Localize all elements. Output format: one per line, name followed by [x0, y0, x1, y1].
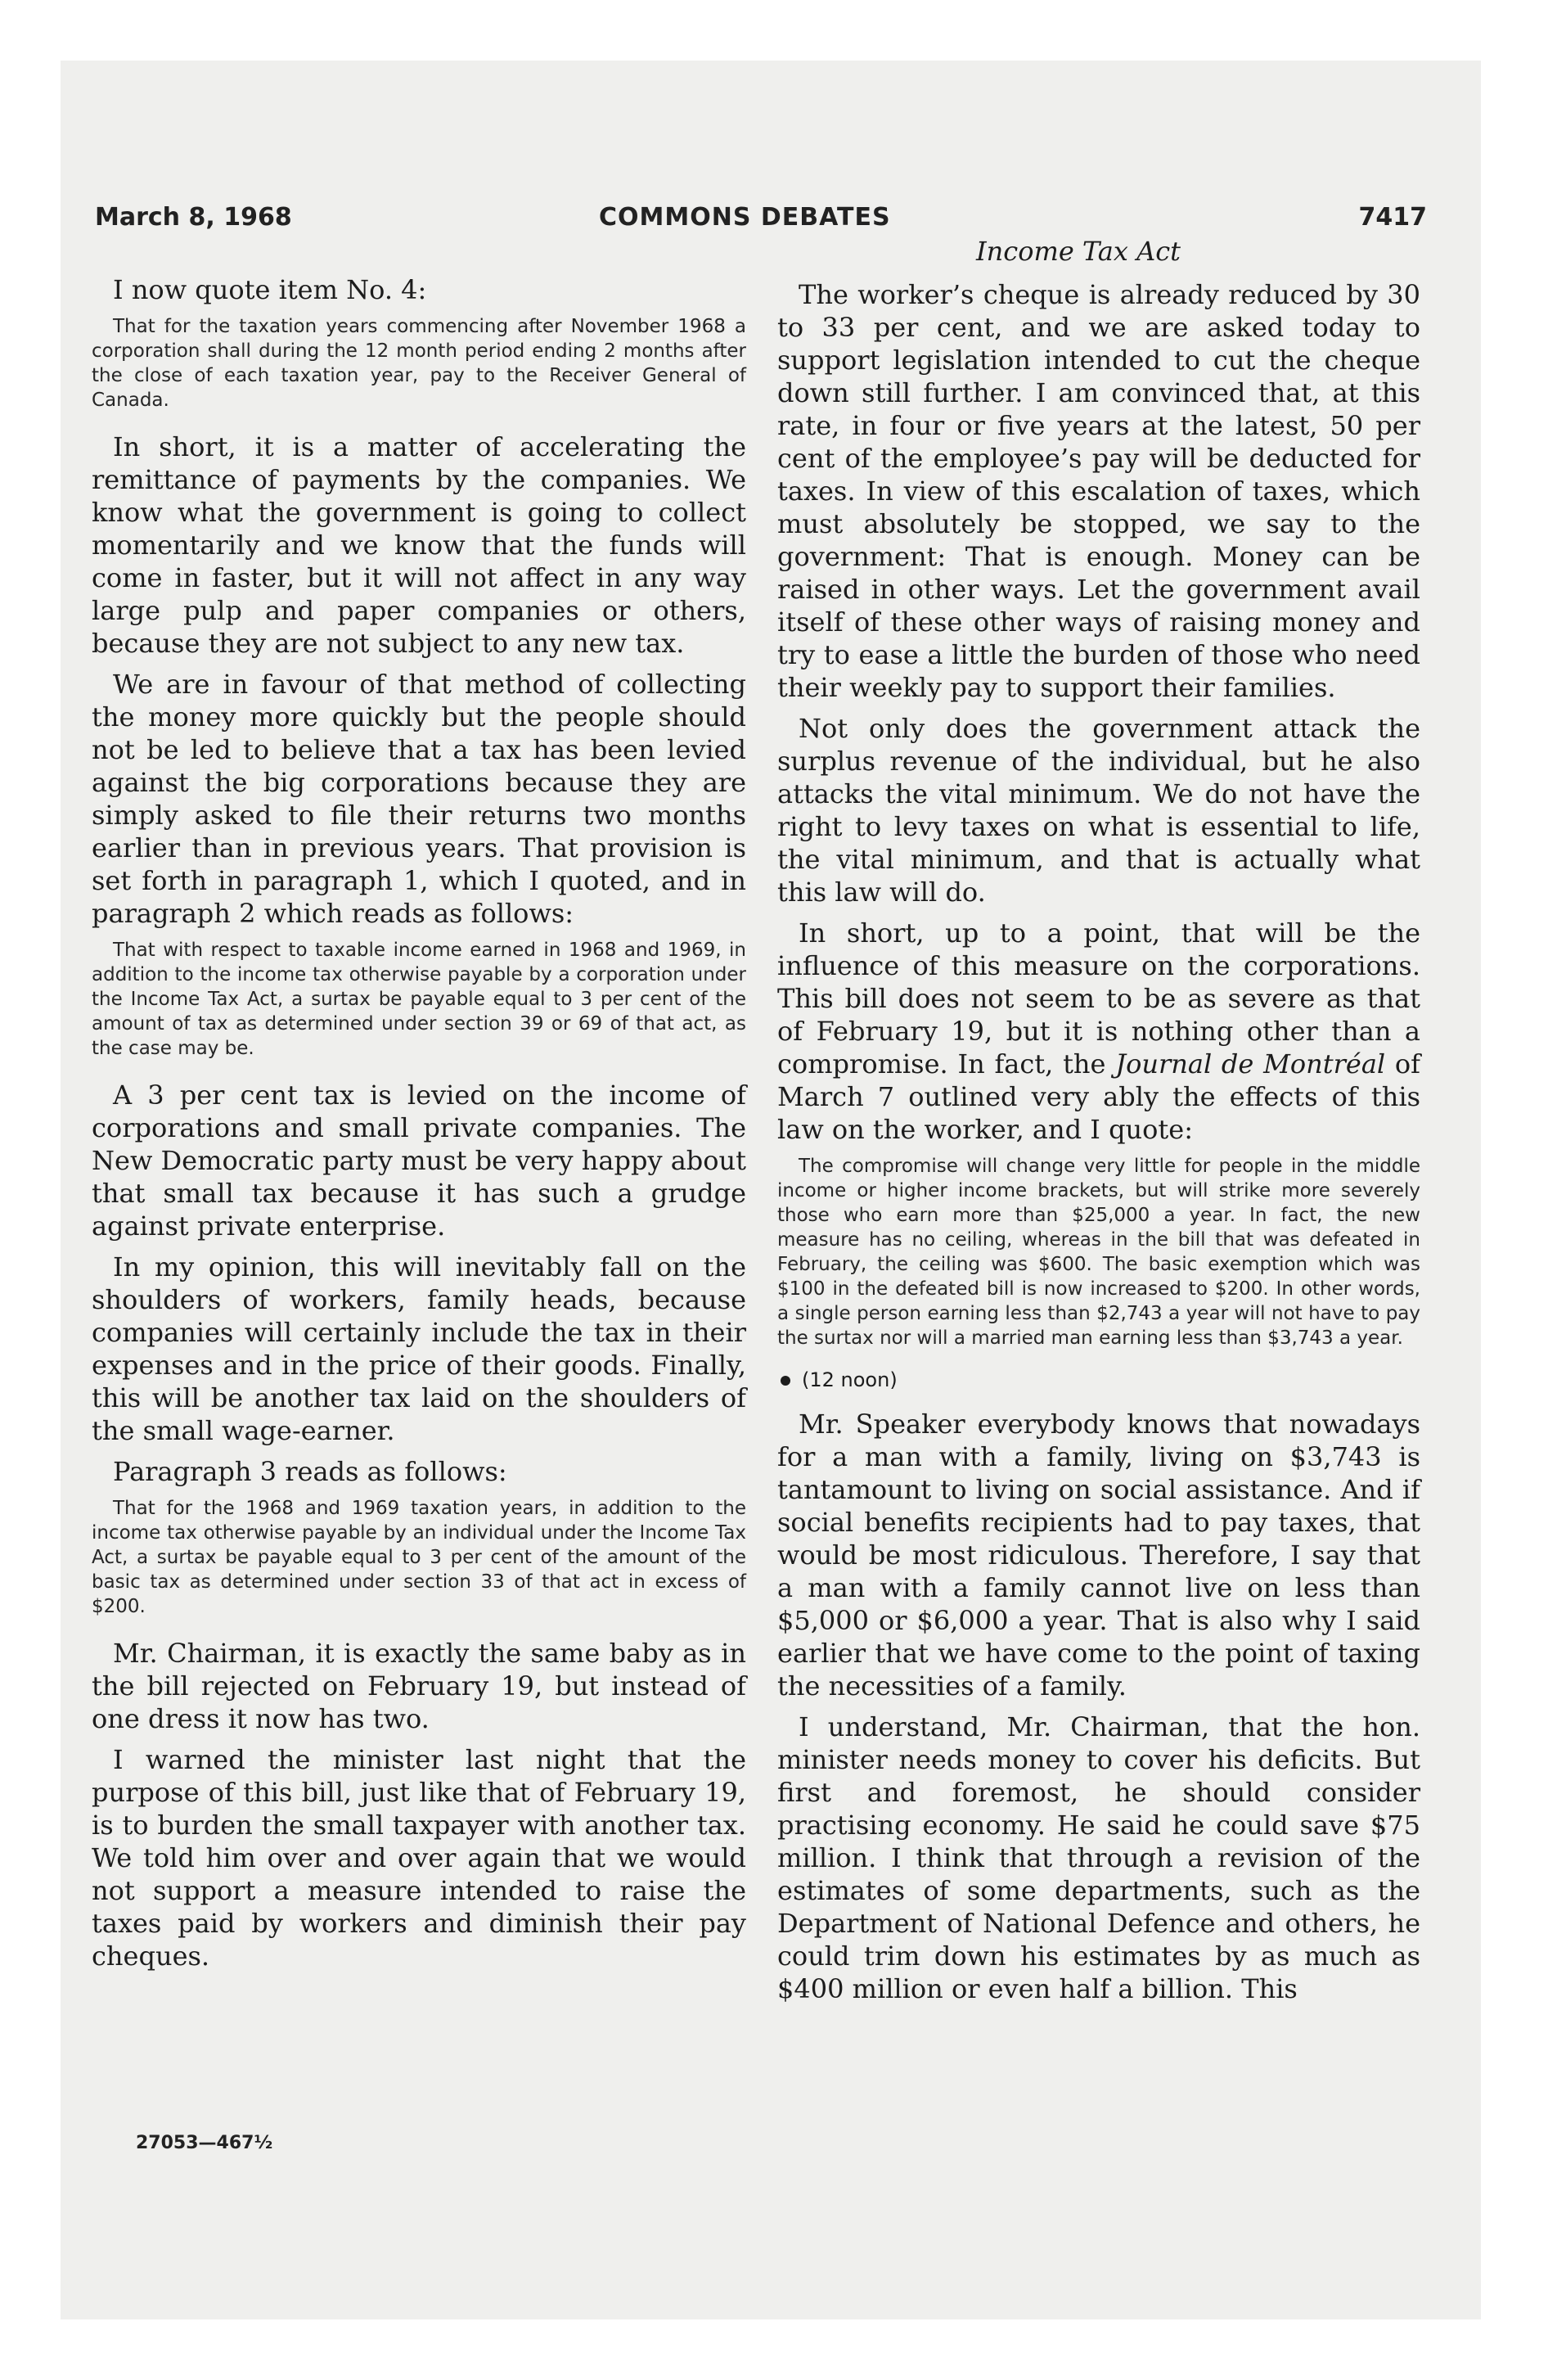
page-header [95, 203, 1427, 239]
paragraph: I now quote item No. 4: [113, 274, 427, 305]
time-label: (12 noon) [802, 1368, 898, 1391]
paragraph: The worker’s cheque is already reduced by 30 to 33 per cent, and we are asked today to support legislation intended to cut the cheque down still further. I am convinced that, at this rate, in four or five years at the latest, 50 per cent of the employee’s pay will be deducted for taxes. In view of this escalation of taxes, which must absolutely be stopped, we say to the government: That is enough. Money can be raised in other ways. Let the government avail itself of these other ways of raising money and try to ease a little the burden of those who need their weekly pay to support their families. [777, 279, 1420, 703]
paragraph [777, 917, 1420, 1146]
running-subject: Income Tax Act [976, 236, 1181, 267]
paragraph: In short, it is a matter of accelerating the remittance of payments by the companies. We know what the government is going to collect momentarily and we know that the funds will come in faster, but it will not affect in any way large pulp and paper companies or others, because they are not subject to any new tax. [92, 431, 746, 659]
paragraph: Mr. Speaker everybody knows that nowadays for a man with a family, living on $3,743 is tantamount to living on social assistance. And if social benefits recipients had to pay taxes, that would be most ridiculous. Therefore, I say that a man with a family cannot live on less than $5,000 or $6,000 a year. That is also why I said earlier that we have come to the point of taxing the necessities of a family. [777, 1409, 1420, 1702]
paragraph: I understand, Mr. Chairman, that the hon. minister needs money to cover his deficits. But first and foremost, he should consider practising economy. He said he could save $75 million. I think that through a revision of the estimates of some departments, such as the Department of National Defence and others, he could trim down his estimates by as much as $400 million or even half a billion. This [777, 1711, 1420, 2004]
right-column [777, 278, 1420, 2013]
header-page-number: 7417 [1358, 203, 1427, 232]
paragraph: In my opinion, this will inevitably fall on the shoulders of workers, family heads, because companies will certainly include the tax in their expenses and in the price of their goods. Finally, this will be another tax laid on the shoulders of the small wage-earner. [92, 1251, 746, 1446]
paragraph: Paragraph 3 reads as follows: [113, 1456, 507, 1487]
time-marker [781, 1368, 1420, 1391]
quoted-item: That for the taxation years commencing after November 1968 a corporation shall during the 12 month period ending 2 months after the close of each taxation year, pay to the Receiver General of Canada. [92, 316, 746, 411]
left-column [92, 273, 746, 1981]
newspaper-title: Journal de Montréal [1115, 1048, 1386, 1080]
printer-code: 27053—467½ [136, 2133, 273, 2153]
paragraph-text: of March 7 outlined very ably the effects of this law on the worker, and I quote: [777, 1048, 1421, 1145]
header-date: March 8, 1968 [95, 203, 292, 232]
quoted-item: That for the 1968 and 1969 taxation years, in addition to the income tax otherwise payable by an individual under the Income Tax Act, a surtax be payable equal to 3 per cent of the amount of the basic tax as determined under section 33 of that act in excess of $200. [92, 1498, 746, 1617]
paragraph: Not only does the government attack the surplus revenue of the individual, but he also attacks the vital minimum. We do not have the right to levy taxes on what is essential to life, the vital minimum, and that is actually what this law will do. [777, 713, 1420, 908]
paragraph-text: In short, up to a point, that will be the influence of this measure on the corporations. This bill does not seem to be as severe as that of February 19, but it is nothing other than a compromise. In fact, the [777, 917, 1420, 1080]
bullet-icon [781, 1376, 790, 1386]
paragraph: A 3 per cent tax is levied on the income of corporations and small private companies. The New Democratic party must be very happy about that small tax because it has such a grudge against private enterprise. [92, 1080, 746, 1242]
header-journal: COMMONS DEBATES [599, 203, 891, 232]
quoted-item: That with respect to taxable income earned in 1968 and 1969, in addition to the income tax otherwise payable by a corporation under the Income Tax Act, a surtax be payable equal to 3 per cent of the amount of tax as determined under section 39 or 69 of that act, as the case may be. [92, 940, 746, 1059]
paragraph: Mr. Chairman, it is exactly the same baby as in the bill rejected on February 19, but instead of one dress it now has two. [92, 1638, 746, 1734]
quoted-item: The compromise will change very little for people in the middle income or higher income brackets, but will strike more severely those who earn more than $25,000 a year. In fact, the new measure has no ceiling, whereas in the bill that was defeated in February, the ceiling was $600. The basic exemption which was $100 in the defeated bill is now increased to $200. In other words, a single person earning less than $2,743 a year will not have to pay the surtax nor will a married man earning less than $3,743 a year. [777, 1156, 1420, 1349]
paragraph: We are in favour of that method of collecting the money more quickly but the people should not be led to believe that a tax has been levied against the big corporations because they are simply asked to file their returns two months earlier than in previous years. That provision is set forth in paragraph 1, which I quoted, and in paragraph 2 which reads as follows: [92, 669, 746, 929]
paragraph: I warned the minister last night that the purpose of this bill, just like that of February 19, is to burden the small taxpayer with another tax. We told him over and over again that we would not support a measure intended to raise the taxes paid by workers and diminish their pay cheques. [92, 1744, 746, 1972]
